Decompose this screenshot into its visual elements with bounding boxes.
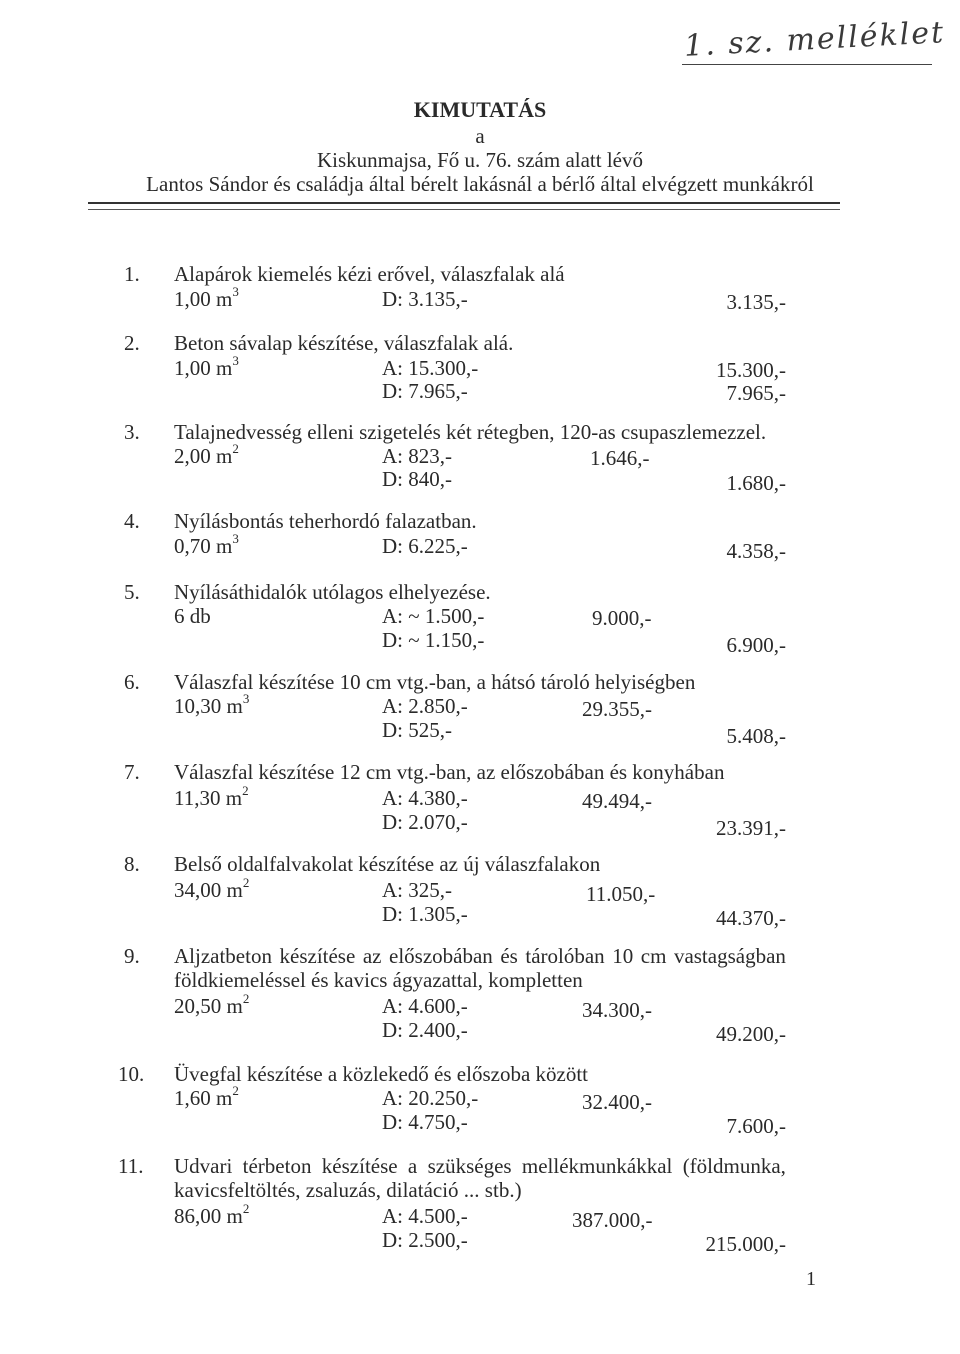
material-subtotal: 34.300,- xyxy=(582,998,652,1022)
item-quantity: 11,30 $m^2$ xyxy=(174,783,249,810)
item-quantity: 0,70 $m^3$ xyxy=(174,531,239,558)
material-price: A: 4.500,- xyxy=(382,1204,468,1228)
handwritten-underline xyxy=(682,64,932,65)
demolition-price: D: 4.750,- xyxy=(382,1110,468,1134)
item-total: 6.900,- xyxy=(726,633,786,657)
material-price: A: 15.300,- xyxy=(382,356,479,380)
item-subtotal: 15.300,- xyxy=(716,358,786,382)
material-subtotal: 1.646,- xyxy=(590,446,650,470)
material-subtotal: 11.050,- xyxy=(586,882,656,906)
item-total: 3.135,- xyxy=(726,290,786,314)
item-quantity: 34,00 $m^2$ xyxy=(174,875,250,902)
demolition-price: D: 6.225,- xyxy=(382,534,468,558)
subject-line: Lantos Sándor és családja által bérelt lakásnál a bérlő által elvégzett munkákról xyxy=(146,172,814,196)
demolition-price: D: 3.135,- xyxy=(382,287,468,311)
item-description: Válaszfal készítése 12 cm vtg.-ban, az előszobában és konyhában xyxy=(174,760,725,784)
item-total: 1.680,- xyxy=(726,471,786,495)
demolition-price: D: 7.965,- xyxy=(382,379,468,403)
material-subtotal: 49.494,- xyxy=(582,789,652,813)
address-line: Kiskunmajsa, Fő u. 76. szám alatt lévő xyxy=(316,148,644,172)
item-quantity: 10,30 $m^3$ xyxy=(174,691,250,718)
header-rule-thin xyxy=(88,209,840,210)
material-price: A: 4.380,- xyxy=(382,786,468,810)
item-quantity: 20,50 $m^2$ xyxy=(174,991,250,1018)
item-total: 5.408,- xyxy=(726,724,786,748)
demolition-price: D: 2.400,- xyxy=(382,1018,468,1042)
item-number: 7. xyxy=(124,760,140,784)
item-description: Nyílásbontás teherhordó falazatban. xyxy=(174,509,477,533)
demolition-price: D: 1.305,- xyxy=(382,902,468,926)
title-connector: a xyxy=(475,124,485,148)
item-number: 11. xyxy=(118,1154,144,1178)
item-description-line2: földkiemeléssel és kavics ágyazattal, kompletten xyxy=(174,968,583,992)
document-title: KIMUTATÁS xyxy=(413,97,547,122)
material-price: A: 2.850,- xyxy=(382,694,468,718)
demolition-price: D: 2.500,- xyxy=(382,1228,468,1252)
demolition-price: D: 840,- xyxy=(382,467,452,491)
demolition-price: D: 525,- xyxy=(382,718,452,742)
material-subtotal: 29.355,- xyxy=(582,697,652,721)
item-quantity: 1,00 $m^3$ xyxy=(174,284,239,311)
demolition-price: D: 2.070,- xyxy=(382,810,468,834)
demolition-price: D: ~ 1.150,- xyxy=(382,628,485,652)
material-price: A: 325,- xyxy=(382,878,452,902)
item-total: 44.370,- xyxy=(716,906,786,930)
material-price: A: 20.250,- xyxy=(382,1086,479,1110)
item-total: 7.965,- xyxy=(726,381,786,405)
item-number: 8. xyxy=(124,852,140,876)
item-number: 6. xyxy=(124,670,140,694)
item-number: 10. xyxy=(118,1062,145,1086)
item-description: Beton sávalap készítése, válaszfalak alá. xyxy=(174,331,514,355)
item-total: 7.600,- xyxy=(726,1114,786,1138)
item-number: 2. xyxy=(124,331,140,355)
item-description-line1: Udvari térbeton készítése a szükséges mellékmunkákkal (földmunka, xyxy=(174,1154,786,1178)
item-number: 3. xyxy=(124,420,140,444)
item-description: Talajnedvesség elleni szigetelés két rétegben, 120-as csupaszlemezzel. xyxy=(174,420,767,444)
item-description-line2: kavicsfeltöltés, zsaluzás, dilatáció ... stb.) xyxy=(174,1178,522,1202)
material-price: A: ~ 1.500,- xyxy=(382,604,485,628)
item-description-line1: Aljzatbeton készítése az előszobában és tárolóban 10 cm vastagságban xyxy=(174,944,786,968)
item-total: 49.200,- xyxy=(716,1022,786,1046)
item-description: Válaszfal készítése 10 cm vtg.-ban, a hátsó tároló helyiségben xyxy=(174,670,696,694)
item-number: 5. xyxy=(124,580,140,604)
item-description: Üvegfal készítése a közlekedő és előszoba között xyxy=(174,1062,589,1086)
material-subtotal: 387.000,- xyxy=(572,1208,653,1232)
item-number: 1. xyxy=(124,262,140,286)
item-quantity: 2,00 $m^2$ xyxy=(174,441,239,468)
material-price: A: 823,- xyxy=(382,444,452,468)
item-total: 4.358,- xyxy=(726,539,786,563)
item-quantity: 1,60 $m^2$ xyxy=(174,1083,239,1110)
handwritten-note: 1. sz. melléklet xyxy=(683,15,946,64)
item-description: Belső oldalfalvakolat készítése az új válaszfalakon xyxy=(174,852,601,876)
item-quantity: 86,00 $m^2$ xyxy=(174,1201,250,1228)
item-description: Alapárok kiemelés kézi erővel, válaszfalak alá xyxy=(174,262,565,286)
item-quantity: 1,00 $m^3$ xyxy=(174,353,239,380)
header-rule-thick xyxy=(88,202,840,204)
page-number: 1 xyxy=(806,1268,816,1290)
item-number: 9. xyxy=(124,944,140,968)
item-description: Nyílásáthidalók utólagos elhelyezése. xyxy=(174,580,491,604)
material-subtotal: 9.000,- xyxy=(592,606,652,630)
item-number: 4. xyxy=(124,509,140,533)
material-price: A: 4.600,- xyxy=(382,994,468,1018)
item-total: 23.391,- xyxy=(716,816,786,840)
material-subtotal: 32.400,- xyxy=(582,1090,652,1114)
item-quantity: 6 db xyxy=(174,604,211,628)
item-total: 215.000,- xyxy=(705,1232,786,1256)
